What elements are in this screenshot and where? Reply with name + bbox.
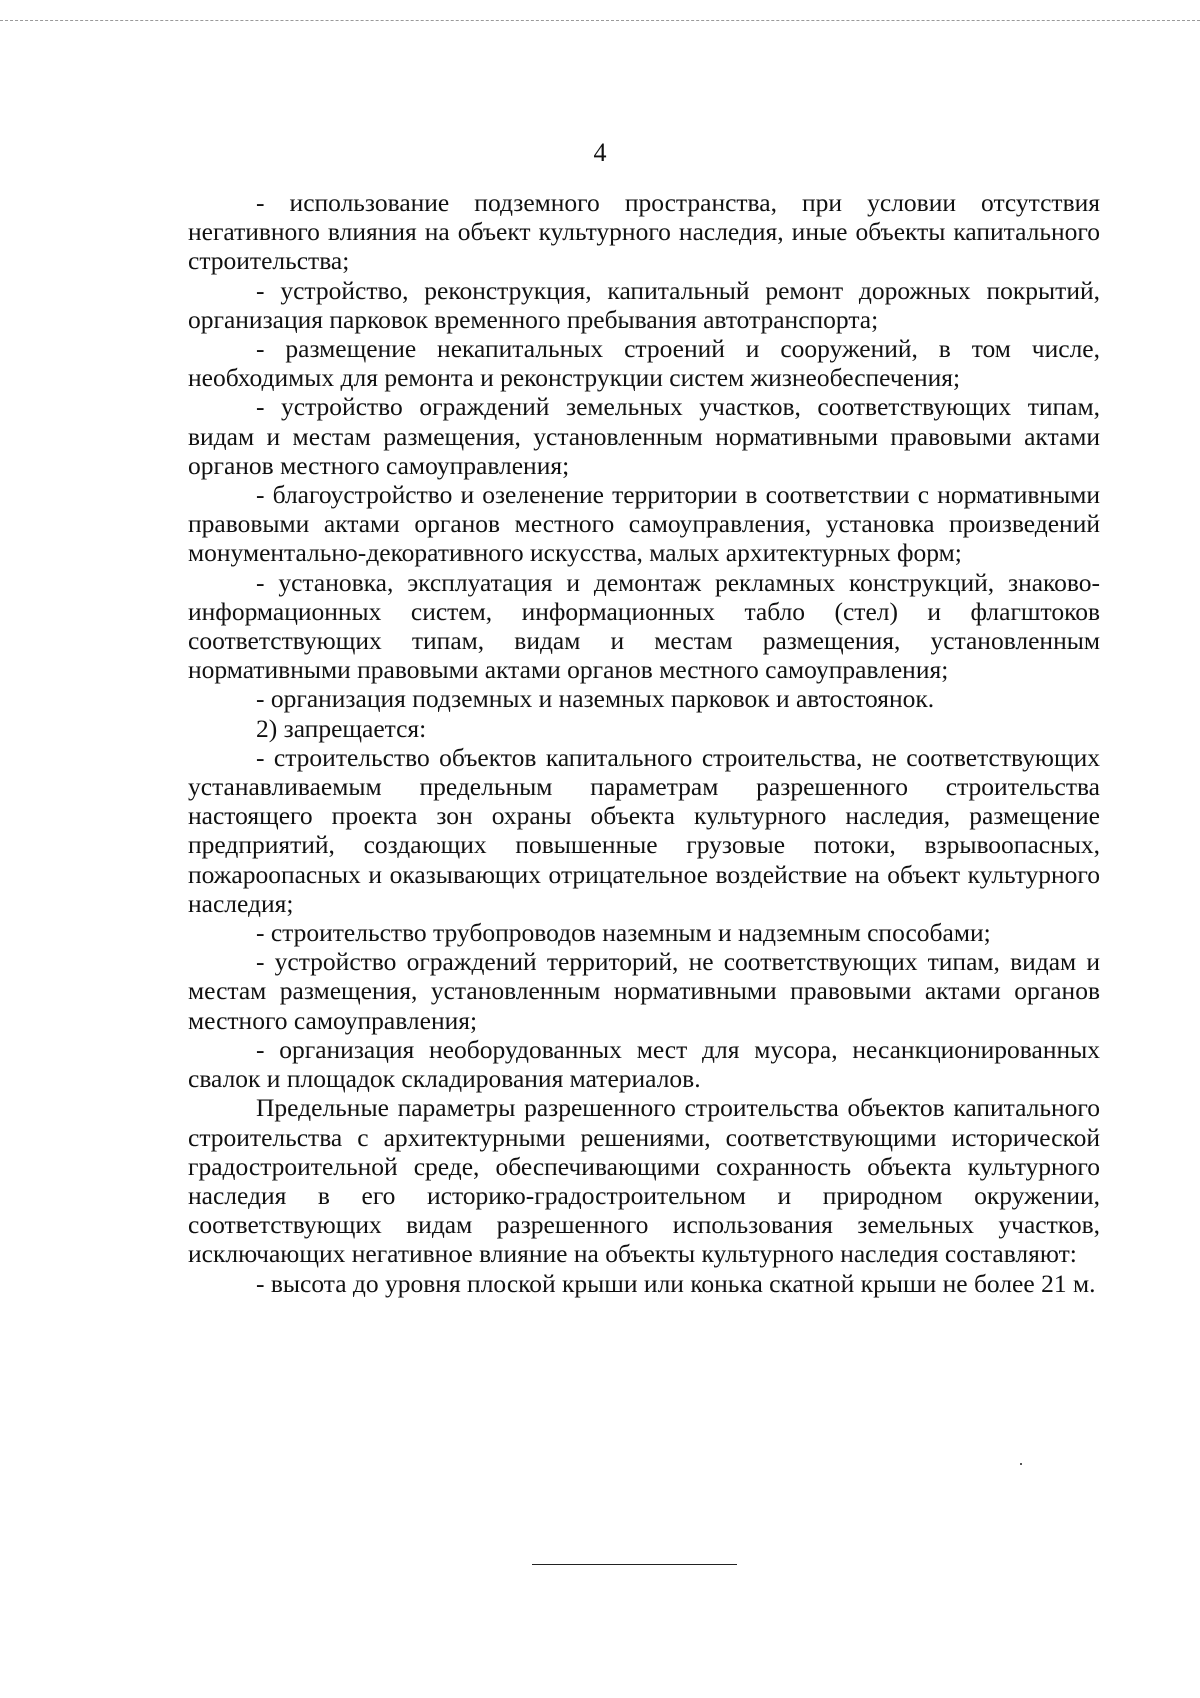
- paragraph-construction-ban: - строительство объектов капитального строительства, не соответствующих устанавливаемым предельным параметрам разрешенного строительства настоящего проекта зон охраны объекта культурного наследия, размещение предприятий, создающих повышенные грузовые потоки, взрывоопасных, пожароопасных и оказывающих отрицательное воздействие на объект культурного наследия;: [188, 742, 1100, 918]
- paragraph-limit-parameters: Предельные параметры разрешенного строительства объектов капитального строительства с архитектурными решениями, соответствующими исторической градостроительной среде, обеспечивающими сохранность объекта культурного наследия в его историко-градостроительном и природном окружении, соответствующих видам разрешенного использования земельных участков, исключающих негативное влияние на объекты культурного наследия составляют:: [188, 1093, 1100, 1269]
- paragraph-landscaping: - благоустройство и озеленение территории в соответствии с нормативными правовыми актами органов местного самоуправления, установка произведений монументально-декоративного искусства, малых архитектурных форм;: [188, 480, 1100, 568]
- page-number: 4: [593, 138, 607, 167]
- document-body: [188, 188, 1100, 1298]
- paragraph-pipelines: - строительство трубопроводов наземным и надземным способами;: [256, 918, 991, 948]
- paragraph-parking: - организация подземных и наземных парковок и автостоянок.: [256, 684, 935, 714]
- paragraph-land-fencing: - устройство ограждений земельных участков, соответствующих типам, видам и местам размещения, установленным нормативными правовыми актами органов местного самоуправления;: [188, 392, 1100, 480]
- paragraph-prohibited-heading: 2) запрещается:: [256, 713, 427, 743]
- paragraph-territory-fencing: - устройство ограждений территорий, не соответствующих типам, видам и местам размещения, установленным нормативными правовыми актами органов местного самоуправления;: [188, 947, 1100, 1035]
- paragraph-height-limit: - высота до уровня плоской крыши или конька скатной крыши не более 21 м.: [256, 1268, 1096, 1298]
- scan-speck: [1020, 1463, 1022, 1465]
- paragraph-waste-sites: - организация необорудованных мест для мусора, несанкционированных свалок и площадок складирования материалов.: [188, 1034, 1100, 1094]
- paragraph-temporary-structures: - размещение некапитальных строений и сооружений, в том числе, необходимых для ремонта и реконструкции систем жизнеобеспечения;: [188, 334, 1100, 393]
- paragraph-road-surfaces: - устройство, реконструкция, капитальный ремонт дорожных покрытий, организация парковок временного пребывания автотранспорта;: [188, 275, 1100, 334]
- paragraph-advertising: - установка, эксплуатация и демонтаж рекламных конструкций, знаково-информационных систем, информационных табло (стел) и флагштоков соответствующих типам, видам и местам размещения, установленным нормативными правовыми актами органов местного самоуправления;: [188, 567, 1100, 685]
- end-of-document-rule: [532, 1564, 737, 1565]
- paragraph-underground-space: - использование подземного пространства, при условии отсутствия негативного влияния на объект культурного наследия, иные объекты капитального строительства;: [188, 188, 1100, 276]
- scan-top-edge-line: [0, 20, 1200, 21]
